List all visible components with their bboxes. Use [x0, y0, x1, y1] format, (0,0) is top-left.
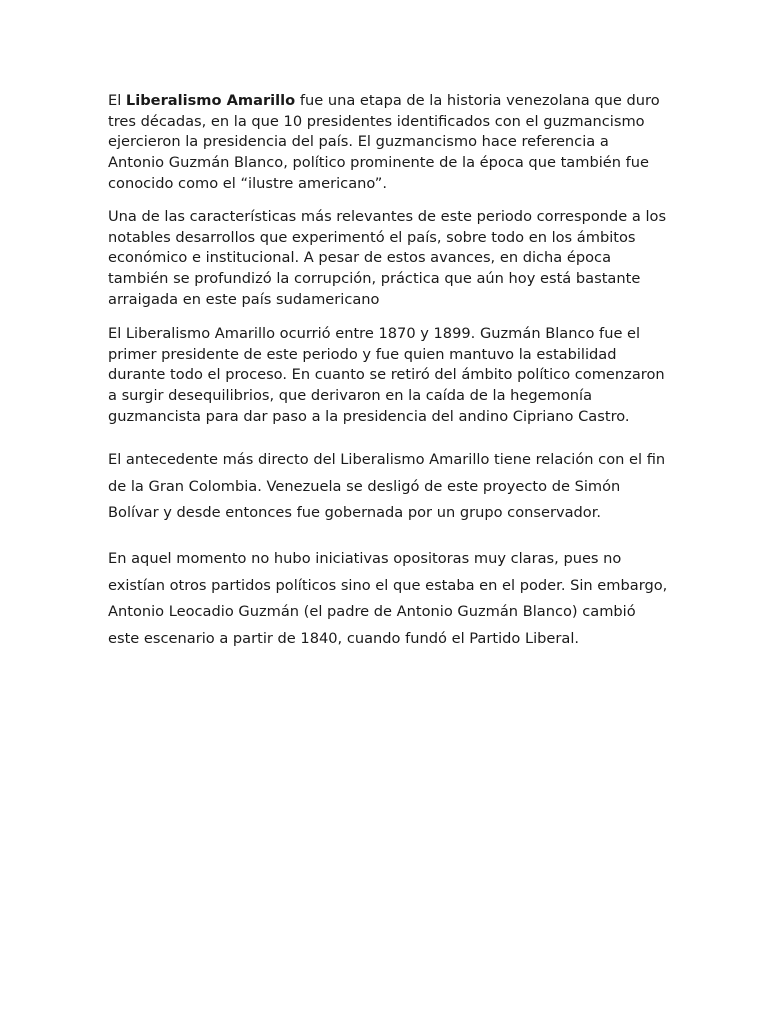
paragraph-3: El Liberalismo Amarillo ocurrió entre 1870 y 1899. Guzmán Blanco fue el primer presidente de este periodo y fue quien mantuvo la estabilidad durante todo el proceso. En cuanto se retiró del ámbito político comenzaron a surgir desequilibrios, que derivaron en la caída de la hegemonía guzmancista para dar paso a la presidencia del andino Cipriano Castro.	[108, 325, 665, 425]
paragraph-5: En aquel momento no hubo iniciativas opositoras muy claras, pues no existían otros partidos políticos sino el que estaba en el poder. Sin embargo, Antonio Leocadio Guzmán (el padre de Antonio Guzmán Blanco) cambió este escenario a partir de 1840, cuando fundó el Partido Liberal.	[108, 550, 668, 647]
paragraph-1-bold-term: Liberalismo Amarillo	[125, 92, 296, 109]
paragraph-1-prefix: El	[108, 92, 126, 109]
paragraph-1	[108, 91, 668, 195]
paragraph-1-rest: fue una etapa de la historia venezolana que duro tres décadas, en la que 10 presidentes identificados con el guzmancismo ejercieron la presidencia del país. El guzmancismo hace referencia a Antonio Guzmán Blanco, político prominente de la época que también fue conocido como el “ilustre americano”.	[108, 92, 660, 192]
paragraph-4: El antecedente más directo del Liberalismo Amarillo tiene relación con el fin de la Gran Colombia. Venezuela se desligó de este proyecto de Simón Bolívar y desde entonces fue gobernada por un grupo conservador.	[108, 451, 666, 521]
paragraph-2: Una de las características más relevantes de este periodo corresponde a los notables desarrollos que experimentó el país, sobre todo en los ámbitos económico e institucional. A pesar de estos avances, en dicha época también se profundizó la corrupción, práctica que aún hoy está bastante arraigada en este país sudamericano	[108, 208, 667, 308]
